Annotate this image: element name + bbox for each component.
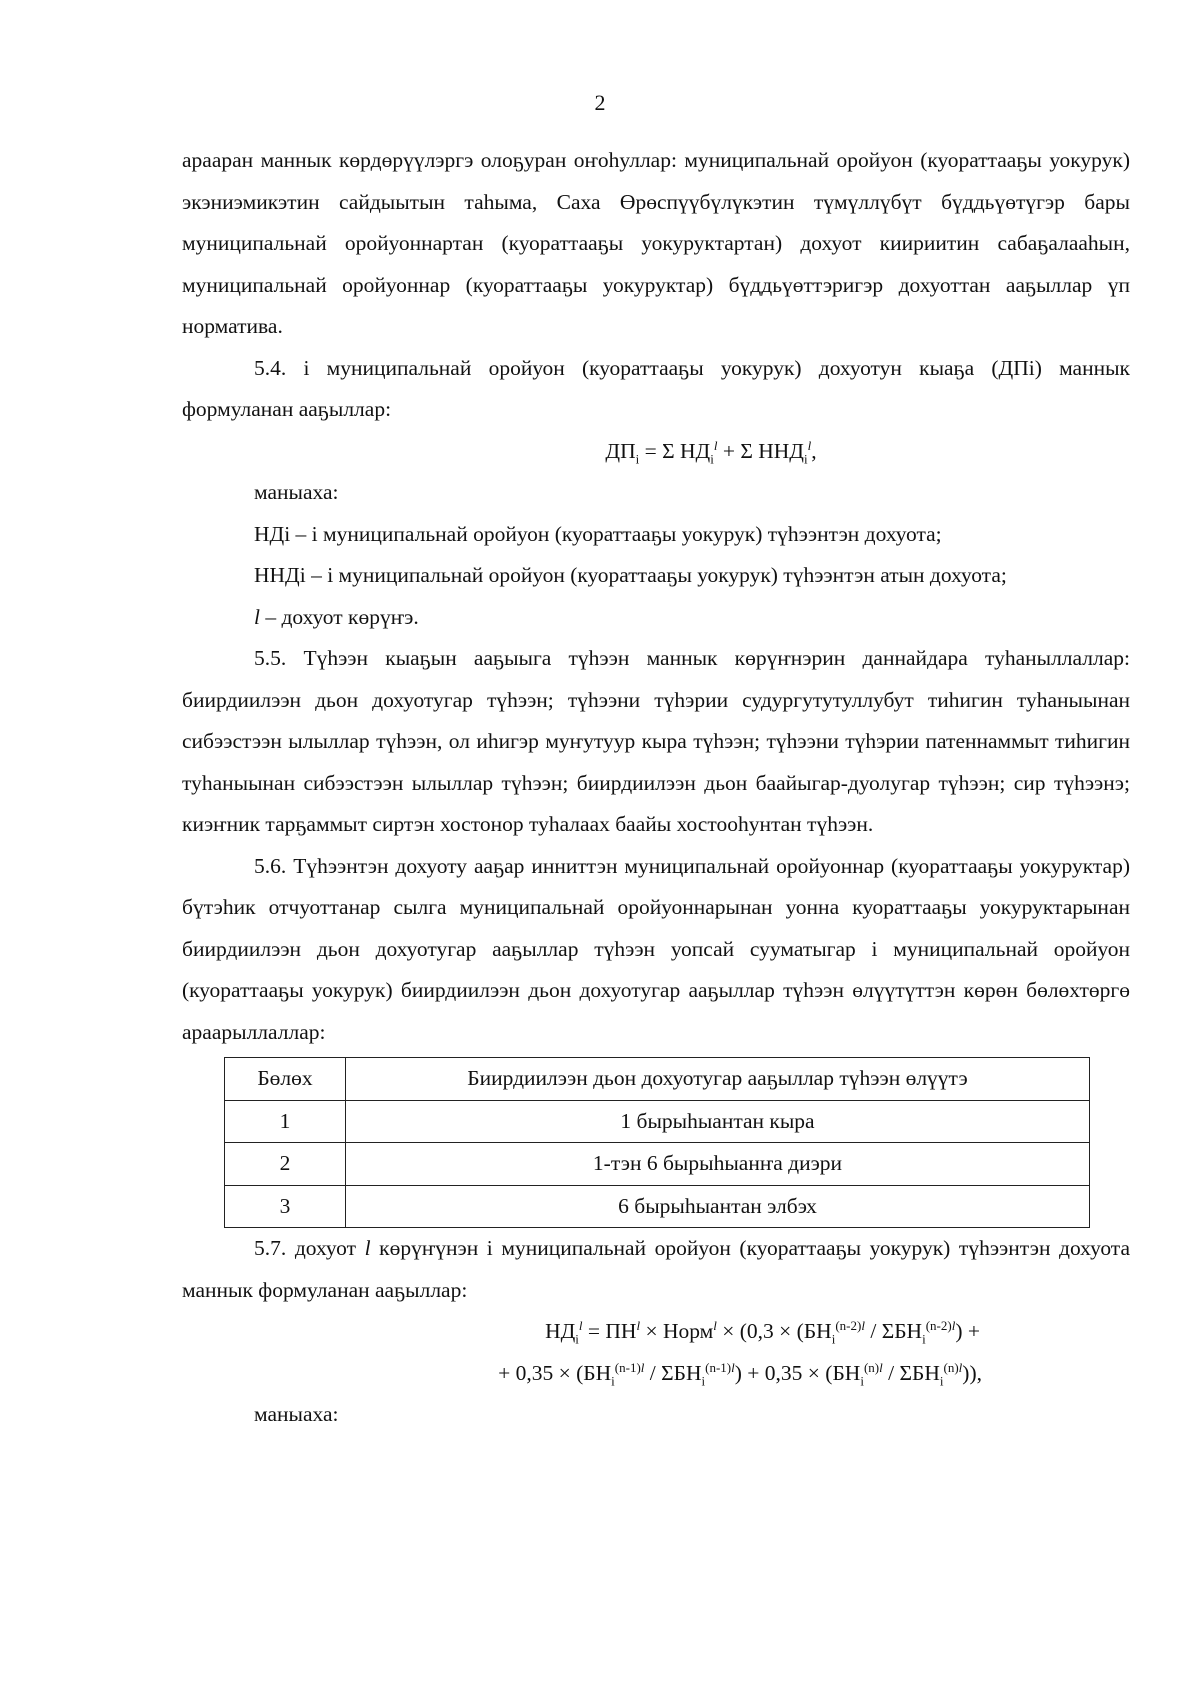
groups-table: [224, 1057, 1090, 1228]
groups-table-wrapper: [224, 1057, 1090, 1228]
document-body: [182, 140, 1130, 1436]
definition-nnd: ННДi – i муниципальнай оройуон (куораттааҕы уокурук) түһээнтэн атын дохуота;: [254, 563, 1007, 587]
table-header-cell: Биирдиилээн дьон дохуотугар ааҕыллар түһээн өлүүтэ: [346, 1058, 1090, 1101]
paragraph-5-4: 5.4. i муниципальнай оройуон (куораттааҕы уокурук) дохуотун кыаҕа (ДПi) маннык формуланан ааҕыллар:: [182, 355, 1130, 421]
table-cell: 1-тэн 6 бырыһыанҥа диэри: [346, 1143, 1090, 1186]
table-cell: 3: [225, 1185, 346, 1228]
paragraph-5-6: 5.6. Түһээнтэн дохуоту ааҕар инниттэн муниципальнай оройуоннар (куораттааҕы уокуруктар) бүтэһик отчуоттанар сылга муниципальнай оройуоннарынан уонна куораттааҕы уокуруктарынан биирдиилээн дьон дохуотугар ааҕыллар түһээн уопсай сууматыгар i муниципальнай оройуон (куораттааҕы уокурук) биирдиилээн дьон дохуотугар ааҕыллар түһээн өлүүтүттэн көрөн бөлөхтөргө араарыллаллар:: [182, 853, 1130, 1044]
table-cell: 6 бырыһыантан элбэх: [346, 1185, 1090, 1228]
table-cell: 1 бырыһыантан кыра: [346, 1100, 1090, 1143]
paragraph-intro: арааран маннык көрдөрүүлэргэ олоҕуран оҥоһуллар: муниципальнай оройуон (куораттааҕы уокурук) экэниэмикэтин сайдыытын таһыма, Саха Өрөспүүбүлүкэтин түмүллүбүт бүддьүөтүгэр бары муниципальнай оройуоннартан (куораттааҕы уокуруктартан) дохуот киириитин сабаҕалааһын, муниципальнай оройуоннар (куораттааҕы уокуруктар) бүддьүөттэригэр дохуоттан ааҕыллар үп норматива.: [182, 148, 1130, 338]
definition-l: l – дохуот көрүҥэ.: [254, 604, 419, 629]
table-header-cell: Бөлөх: [225, 1058, 346, 1101]
where-label-2: маныаха:: [254, 1402, 339, 1426]
paragraph-5-5: 5.5. Түһээн кыаҕын ааҕыыга түһээн маннык көрүҥнэрин даннайдара туһаныллаллар: биирдиилээн дьон дохуотугар түһээн; түһээни түһэрии судургутутуллубут тиһигин туһаныынан сибээстээн ылыллар түһээн, ол иһигэр муҥутуур кыра түһээн; түһээни түһэрии патеннаммыт тиһигин туһаныынан сибээстээн ылыллар түһээн; биирдиилээн дьон баайыгар-дуолугар түһээн; сир түһээнэ; киэҥник тарҕаммыт сиртэн хостонор туһалаах баайы хостооһунтан түһээн.: [182, 646, 1130, 836]
page-number: 2: [594, 90, 606, 115]
definition-nd: НДi – i муниципальнай оройуон (куораттааҕы уокурук) түһээнтэн дохуота;: [254, 521, 942, 546]
table-row: [225, 1143, 1090, 1186]
paragraph-5-7: 5.7. дохуот l көрүҥүнэн i муниципальнай оройуон (куораттааҕы уокурук) түһээнтэн дохуота маннык формуланан ааҕыллар:: [182, 1236, 1130, 1302]
table-cell: 2: [225, 1143, 346, 1186]
formula-nd-line-1: $НД_i^l = ПН^l$ × Норм$^l$ × ($0,3 \times (БН_i^{(n-2)l} / \Sigma БН_i^{(n-2)l})$ +: [545, 1317, 980, 1347]
formula-nd-line-2: + $0,35 \times (БН_i^{(n-1)l} / \Sigma БН_i^{(n-1)l}) + 0,35 \times (БН_i^{(n)l} / \Sigma БН_i^{(n)l})$),: [498, 1359, 982, 1388]
table-row: [225, 1185, 1090, 1228]
table-header-row: [225, 1058, 1090, 1101]
table-row: [225, 1100, 1090, 1143]
formula-dp: $ДП_i = \Sigma$ $НД_i^l + \Sigma$ $ННД_i^l$,: [605, 437, 817, 466]
where-label-1: маныаха:: [254, 480, 339, 504]
table-cell: 1: [225, 1100, 346, 1143]
